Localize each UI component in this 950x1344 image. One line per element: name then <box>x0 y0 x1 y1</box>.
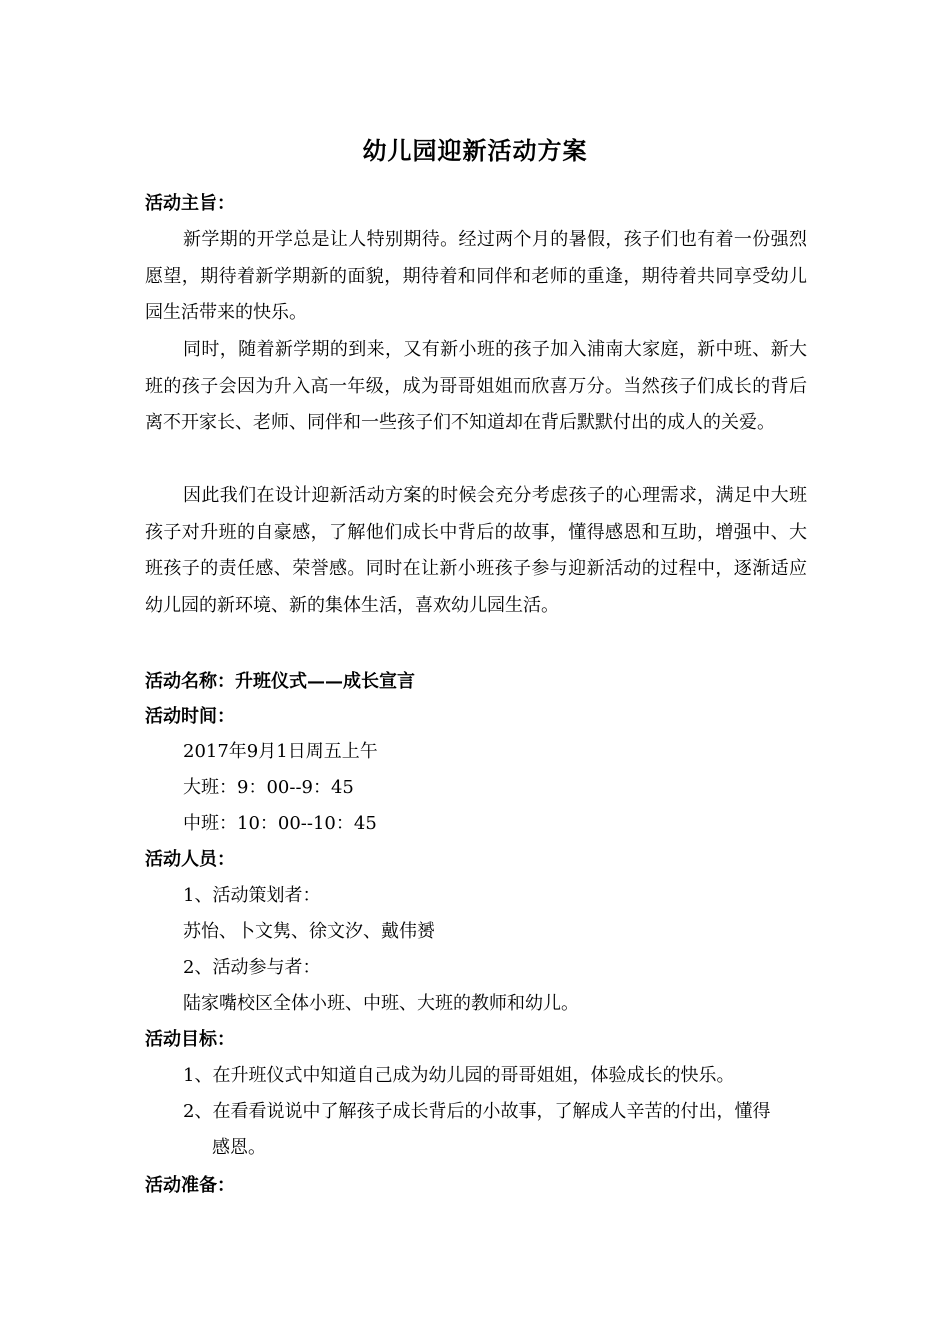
planners-label: 1、活动策划者： <box>183 885 321 906</box>
activity-name: 活动名称：升班仪式——成长宣言 <box>145 671 415 692</box>
goal-item-2-continued: 感恩。 <box>212 1137 266 1158</box>
document-title: 幼儿园迎新活动方案 <box>362 136 588 165</box>
participants-label: 2、活动参与者： <box>183 957 321 978</box>
planners-names: 苏怡、卜文隽、徐文汐、戴伟赟 <box>183 921 435 942</box>
participants-names: 陆家嘴校区全体小班、中班、大班的教师和幼儿。 <box>183 993 579 1014</box>
people-heading: 活动人员： <box>145 849 235 870</box>
purpose-heading: 活动主旨： <box>145 193 235 214</box>
goal-item-2: 2、在看看说说中了解孩子成长背后的小故事，了解成人辛苦的付出，懂得 <box>183 1101 771 1122</box>
time-heading: 活动时间： <box>145 706 235 727</box>
middle-class-time: 中班：10：00--10：45 <box>183 813 377 834</box>
purpose-paragraph-2: 同时，随着新学期的到来，又有新小班的孩子加入浦南大家庭，新中班、新大班的孩子会因为升入高一年级，成为哥哥姐姐而欣喜万分。当然孩子们成长的背后离不开家长、老师、同伴和一些孩子们不知道却在背后默默付出的成人的关爱。 <box>145 339 807 434</box>
goal-item-1: 1、在升班仪式中知道自己成为幼儿园的哥哥姐姐，体验成长的快乐。 <box>183 1065 735 1086</box>
purpose-paragraph-3: 因此我们在设计迎新活动方案的时候会充分考虑孩子的心理需求，满足中大班孩子对升班的自豪感，了解他们成长中背后的故事，懂得感恩和互助，增强中、大班孩子的责任感、荣誉感。同时在让新小班孩子参与迎新活动的过程中，逐渐适应幼儿园的新环境、新的集体生活，喜欢幼儿园生活。 <box>145 485 807 616</box>
purpose-paragraph-1: 新学期的开学总是让人特别期待。经过两个月的暑假，孩子们也有着一份强烈愿望，期待着新学期新的面貌，期待着和同伴和老师的重逢，期待着共同享受幼儿园生活带来的快乐。 <box>145 229 807 324</box>
goals-heading: 活动目标： <box>145 1029 235 1050</box>
preparation-heading: 活动准备： <box>145 1175 235 1196</box>
activity-date: 2017年9月1日周五上午 <box>183 741 378 762</box>
big-class-time: 大班：9：00--9：45 <box>183 777 354 798</box>
